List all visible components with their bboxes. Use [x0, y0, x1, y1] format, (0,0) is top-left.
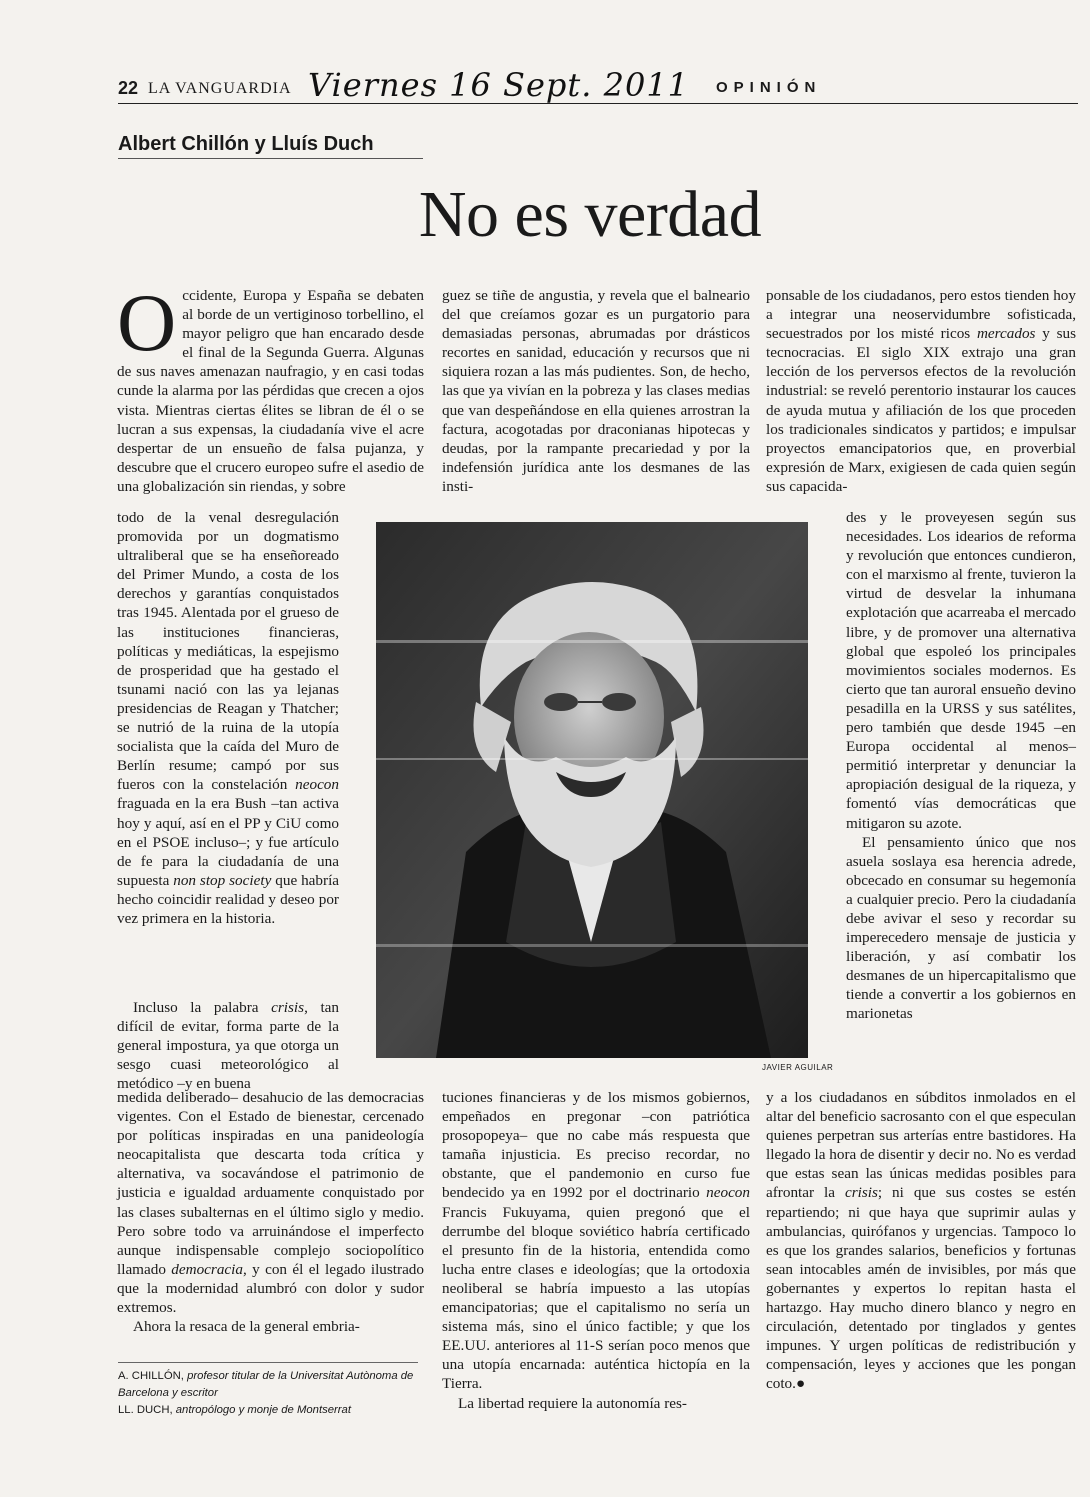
paragraph-text: fraguada en la era Bush –tan activa hoy y aquí, así en el PP y CiU como en el PSOE incluso–; y fue artículo de fe para la ciudadanía de una supuesta — [117, 795, 339, 889]
column-1-wrap — [117, 508, 339, 928]
italic-term: neocon — [706, 1184, 750, 1202]
paragraph-text: guez se tiñe de angustia, y revela que el balneario del que creíamos gozar es un purgatorio para demasiadas personas, abrumadas por drásticos recortes en sanidad, educación y recursos que ni siquiera rozan a las más pudientes. Son, de hecho, las que ya vivían en la pobreza y las clases medias que van despeñándose en ella quienes arrostran la factura, acogotadas por draconianas hipotecas y deudas, por la rampante precariedad y por la indefensión jurídica ante los desmanes de las insti- — [442, 287, 750, 495]
paragraph-text: Ahora la resaca de la general embria- — [133, 1318, 360, 1336]
paragraph-text: El pensamiento único que nos asuela soslaya esa herencia adrede, obcecado en consumar su hegemonía a cualquier precio. Pero la ciudadanía debe avivar el seso y recordar su imperecedero mensaje de justicia y liberación, y así combatir los desmanes de un hipercapitalismo que tiende a convertir a los gobiernos en marionetas — [846, 833, 1076, 1023]
column-1-bottom — [117, 1088, 424, 1336]
paragraph-text: Francis Fukuyama, quien pregonó que el derrumbe del bloque soviético habría certificado el presunto fin de la historia, entendida como lucha entre clases e ideologías; que la ortodoxia neoliberal se habría impuesto a las utopías emancipatorias; que el capitalismo no sería un sistema más, sino el único factible; y que los EE.UU. anteriores al 11-S serían poco menos que una utopía encarnada: auténtica hictopía en la Tierra. — [442, 1203, 750, 1393]
headline: No es verdad — [418, 178, 762, 251]
author-bio-2: LL. DUCH, antropólogo y monje de Montserrat — [118, 1404, 351, 1416]
column-1-wrap-2 — [117, 998, 339, 1093]
section-name: OPINIÓN — [716, 79, 822, 96]
author-bio-1: A. CHILLÓN, profesor titular de la Universitat Autònoma de Barcelona y escritor — [118, 1370, 414, 1399]
paragraph-text: des y le proveyesen según sus necesidades. Los idearios de reforma y revolución que entonces cundieron, con el marxismo al frente, tuvieron la virtud de desvelar la inhumana explotación que acarreaba el mercado libre, y de promover una alternativa global que espoleó los principales movimientos sociales modernos. Es cierto que tan auroral ensueño devino pesadilla en la URSS y sus satélites, pero también que desde 1945 –en Europa occidental al menos– permitió interpretar y denunciar la apropiación desigual de la riqueza, y fomentó vías democráticas que mitigaron su azote. — [846, 509, 1076, 832]
paragraph-text: tuciones financieras y de los mismos gobiernos, empeñados en pregonar –con patriótica prosopopeya– que no cabe más respuesta que tamaña injusticia. Es preciso recordar, no obstante, que el pandemonio en curso fue bendecido ya en 1992 por el doctrinario — [442, 1089, 750, 1202]
paragraph-text: La libertad requiere la autonomía res- — [458, 1394, 687, 1412]
italic-term: mercados — [976, 325, 1036, 343]
header-rule — [118, 103, 1078, 104]
page-number: 22 — [118, 78, 139, 98]
paragraph-text: y sus tecnocracias. El siglo XIX extrajo una gran lección de los perversos efectos de la revolución industrial: se reveló perentorio instaurar los cauces de ayuda mutua y afiliación de los que proceden los tradicionales sindicatos y partidos; e impulsar proyectos emancipatorios que, en proverbial expresión de Marx, exigiesen de cada quien según sus capacida- — [766, 325, 1077, 495]
italic-term: neocon — [295, 776, 339, 794]
handwritten-date: Viernes 16 Sept. 2011 — [308, 66, 690, 104]
paragraph-text: ccidente, Europa y España se debaten al borde de un vertiginoso torbellino, el mayor peligro que han encarado desde el final de la Segunda Guerra. Algunas de sus naves amenazan naufragio, y en casi todas cunde la alarma por las pérdidas que crecen a ojos vista. Mientras ciertas élites se libran de él o se lucran a sus expensas, la ciudadanía vive el acre despertar de un ensueño de falsa pujanza, y descubre que el crucero europeo sufre el asedio de una globalización sin riendas, y sobre — [117, 287, 424, 495]
paragraph-text: que habría hecho coincidir realidad y deseo por vez primera en la historia. — [117, 871, 340, 927]
paragraph-text: todo de la venal desregulación promovida por un dogmatismo ultraliberal que se ha enseñoreado del Primer Mundo, a costa de los derechos y garantías conquistados tras 1945. Alentada por el grueso de las instituciones financieras, políticas y mediáticas, la espejismo de prosperidad que ha gestado el tsunami nació con las ya lejanas presidencias de Reagan y Thatcher; se nutrió de la ruina de la utopía socialista que la caída del Muro de Berlín resume; campó por sus fueros con la constelación — [117, 509, 339, 794]
portrait-illustration — [376, 522, 808, 1058]
column-3-top — [766, 286, 1076, 496]
bio-rule — [118, 1362, 418, 1363]
italic-term: democracia — [171, 1260, 243, 1278]
column-3-bottom — [766, 1088, 1076, 1394]
paragraph-text: Incluso la palabra — [133, 999, 259, 1016]
paragraph-text: ; ni que sus costes se estén repartiendo; ni que haya que suprimir aulas y ambulancias, quirófanos y urgencias. Tampoco lo es que los grandes salarios, beneficios y fortunas sean intocables amén de invisibles, por más que gobernantes y expertos lo repitan hasta el hartazgo. Hay mucho dinero blanco y negro en circulación, detentado por tinglados y gentes impunes. Y urgen políticas de redistribución y compensación, leyes y acciones que les pongan coto.● — [766, 1184, 1076, 1393]
italic-term: crisis — [844, 1184, 878, 1202]
paragraph-text: ponsable de los ciudadanos, pero estos tienden hoy a integrar una neoservidumbre sofisticada, secuestrados por los misté ricos — [766, 287, 1076, 343]
column-2-top — [442, 286, 750, 496]
photo-credit: JAVIER AGUILAR — [762, 1063, 834, 1072]
newspaper-name: LA VANGUARDIA — [148, 80, 292, 97]
italic-term: crisis — [271, 999, 305, 1016]
paragraph-text: medida deliberado– desahucio de las democracias vigentes. Con el Estado de bienestar, cercenado por políticas inspiradas en una panideología neocapitalista que descarta toda crítica y alternativa, va socavándose el patrimonio de justicia e igualdad arduamente conquistado por las clases subalternas en el último siglo y medio. Pero sobre todo va arruinándose el imperfecto aunque indispensable complejo sociopolítico llamado — [117, 1089, 424, 1278]
page-header — [118, 66, 1078, 104]
column-3-wrap — [846, 508, 1076, 1024]
paragraph-text: , tan difícil de evitar, forma parte de la general impostura, ya que otorga un sesgo cuasi meteorológico al metódico –y en buena — [117, 999, 340, 1093]
column-2-bottom — [442, 1088, 750, 1413]
italic-term: non stop society — [173, 871, 272, 889]
paragraph-text: , y con él el legado ilustrado que la modernidad alumbró con dolor y sudor extremos. — [117, 1260, 424, 1317]
byline-rule — [118, 158, 423, 159]
paragraph-text: y a los ciudadanos en súbditos inmolados en el altar del beneficio sacrosanto con el que especulan quienes perpetran sus arterías entre bastidores. Ha llegado la hora de disentir y decir no. No es verdad que estas sean las únicas medidas posibles para afrontar la — [766, 1089, 1076, 1202]
drop-cap: O — [117, 277, 177, 368]
column-1-top — [117, 277, 424, 496]
byline: Albert Chillón y Lluís Duch — [118, 133, 374, 155]
